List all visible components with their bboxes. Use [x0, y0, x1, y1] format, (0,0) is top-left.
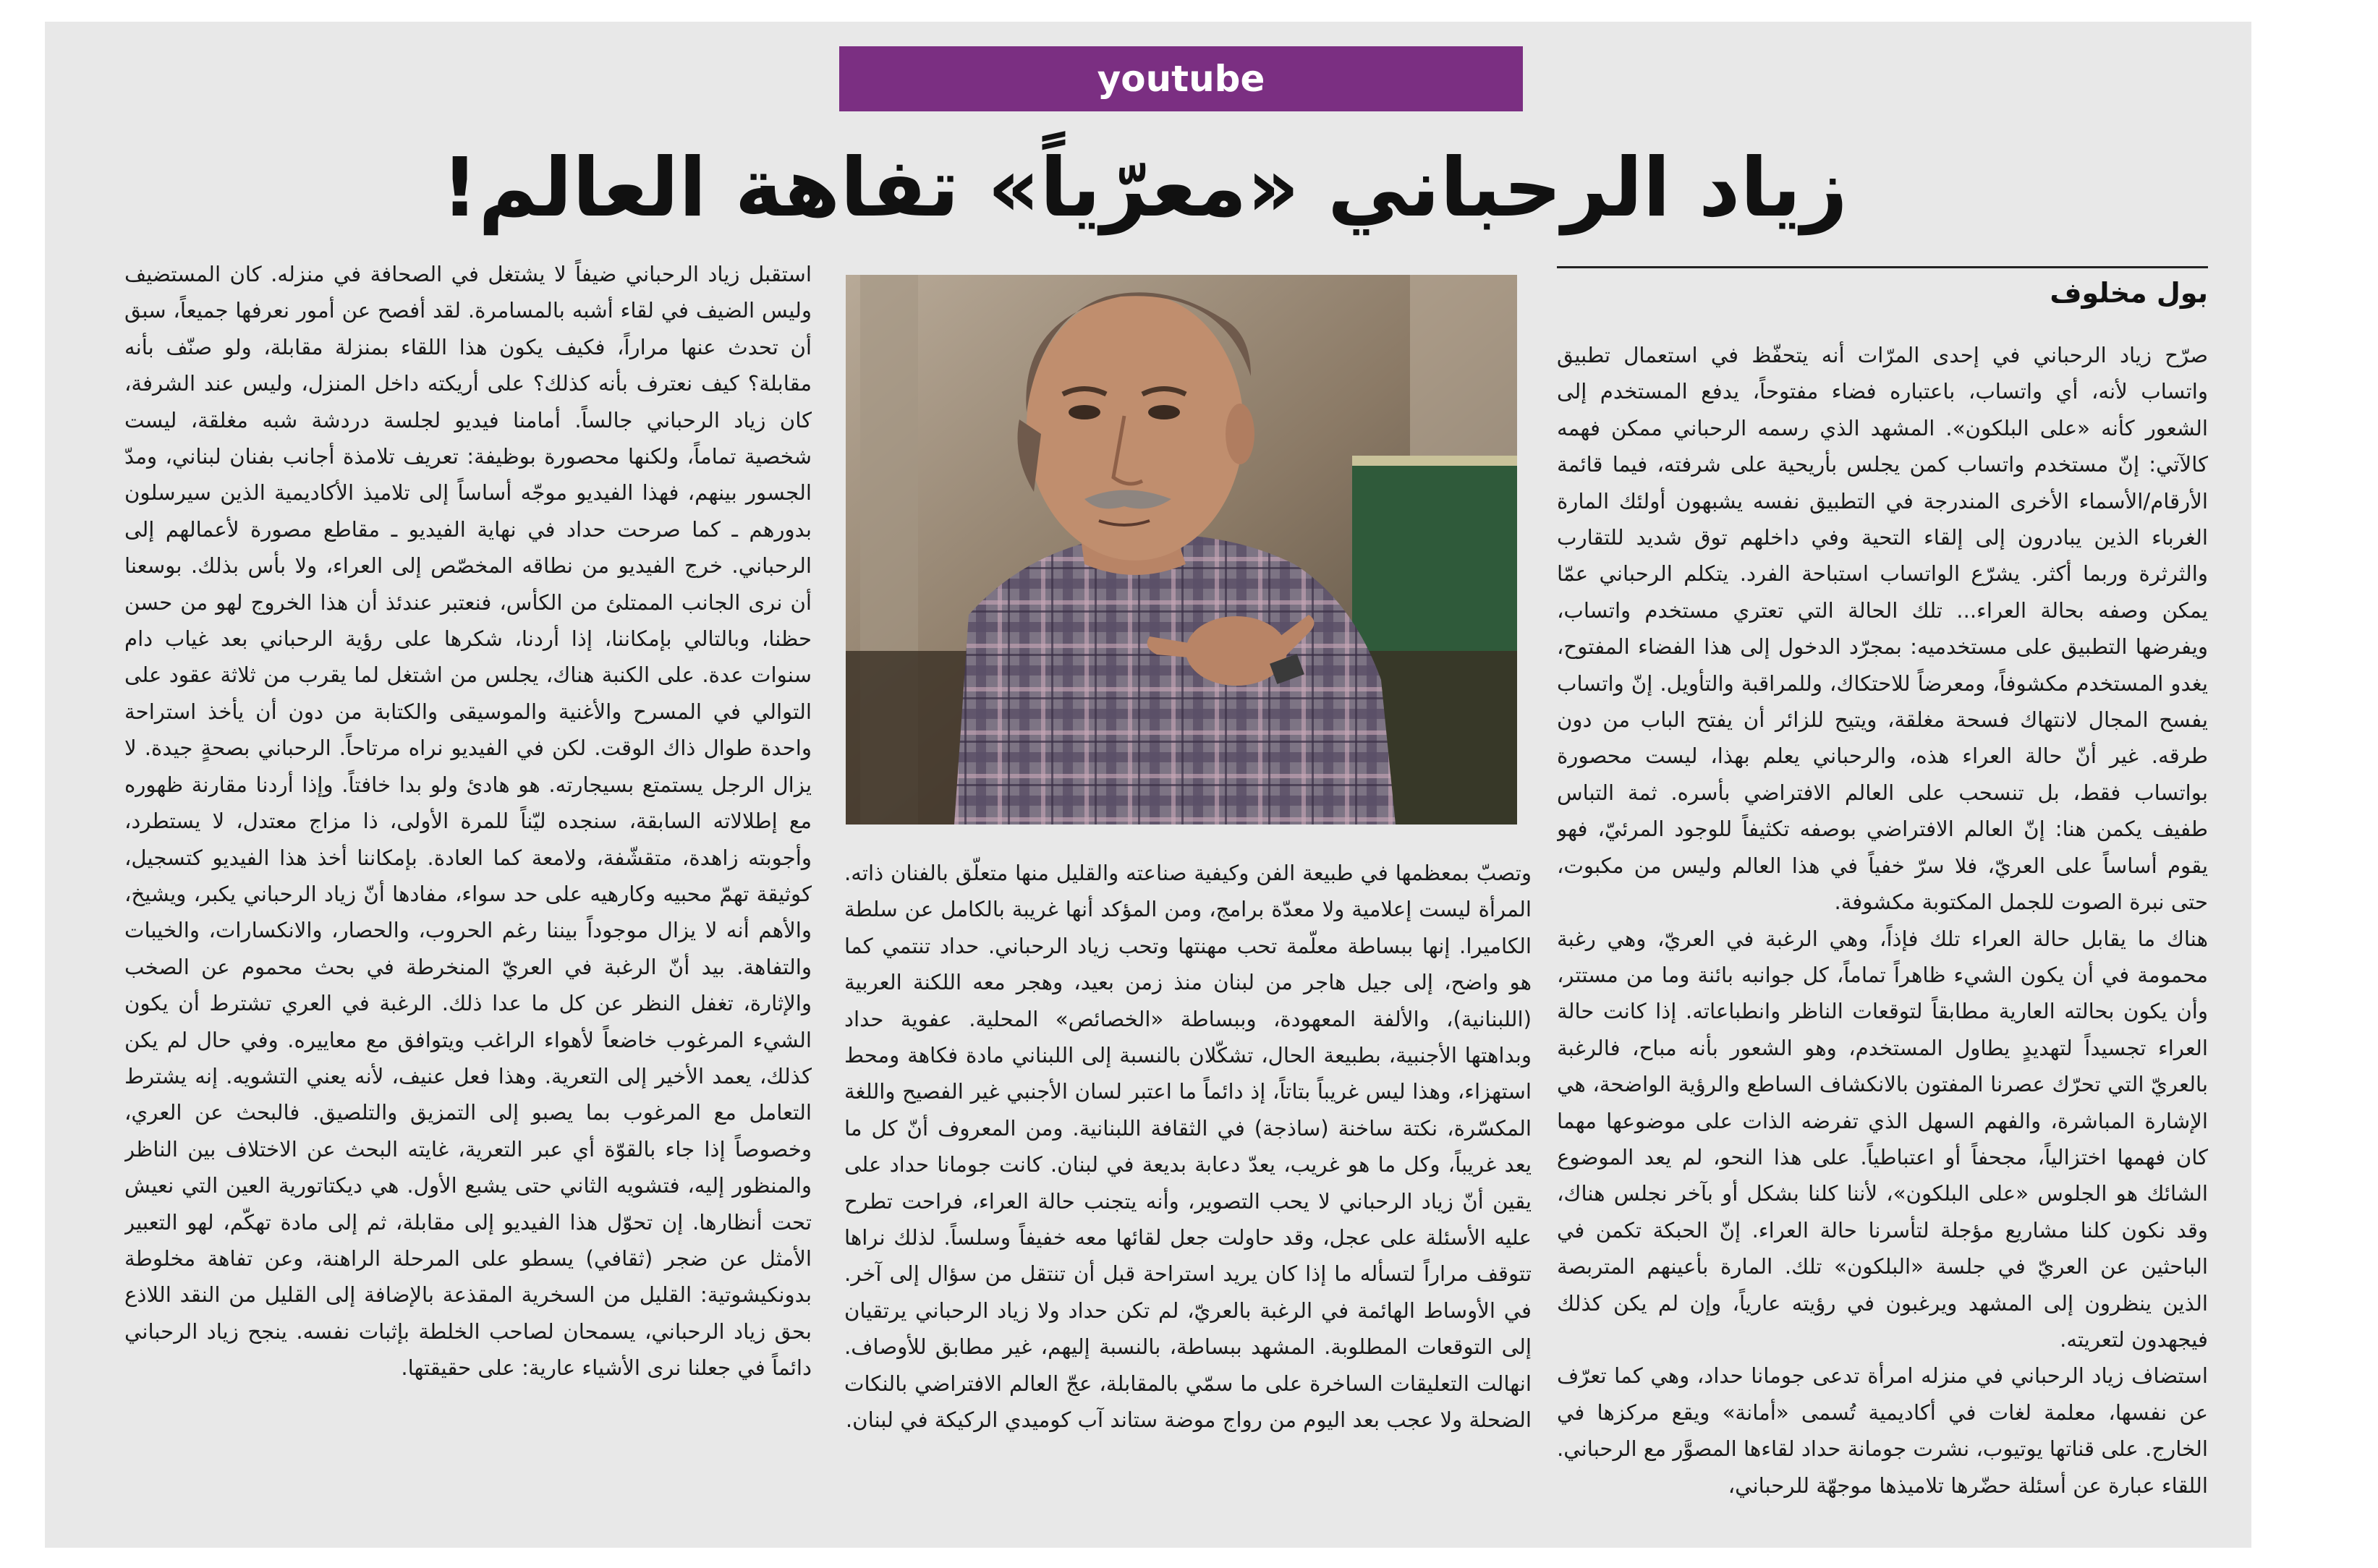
portrait-photo [846, 275, 1517, 825]
article-page [45, 22, 2251, 1548]
paragraph: صرّح زياد الرحباني في إحدى المرّات أنه يتحفّظ في استعمال تطبيق واتساب لأنه، أي واتساب، باعتباره فضاء مفتوحاً، يدفع المستخدم إلى الشعور كأنه «على البلكون». المشهد الذي رسمه الرحباني ممكن فهمه كالآتي: إنّ مستخدم واتساب كمن يجلس بأريحية على شرفته، فيما قائمة الأرقام/الأسماء الأخرى المندرجة في التطبيق نفسه يشبهون أولئك المارة الغرباء الذين يبادرون إلى إلقاء التحية وفي داخلهم توق شديد للتقارب والثرثرة وربما أكثر. يشرّع الواتساب استباحة الفرد. يتكلم الرحباني عمّا يمكن وصفه بحالة العراء... تلك الحالة التي تعتري مستخدم واتساب، ويفرضها التطبيق على مستخدميه: بمجرّد الدخول إلى هذا الفضاء المفتوح، يغدو المستخدم مكشوفاً، ومعرضاً للاحتكاك، وللمراقبة والتأويل. إنّ واتساب يفسح المجال لانتهاك فسحة مغلقة، ويتيح للزائر أن يفتح الباب من دون طرقه. غير أنّ حالة العراء هذه، والرحباني يعلم بهذا، ليست محصورة بواتساب فقط، بل تنسحب على العالم الافتراضي بأسره. ثمة التباس طفيف يكمن هنا: إنّ العالم الافتراضي بوصفه تكثيفاً للوجود المرئيّ، فهو يقوم أساساً على العريّ، فلا سرّ خفياً في هذا العالم وليس من مكبوت، حتى نبرة الصوت للجمل المكتوبة مكشوفة. [1557, 343, 2208, 915]
paragraph: هناك ما يقابل حالة العراء تلك فإذاً، وهي الرغبة في العريّ، وهي رغبة محمومة في أن يكون الشيء ظاهراً تماماً، كل جوانبه بائنة وما من مستتر، وأن يكون بحالته العارية مطابقاً لتوقعات الناظر وانطباعاته. إذا كانت حالة العراء تجسيداً لتهديدٍ يطاول المستخدم، وهو الشعور بأنه مباح، فالرغبة بالعريّ التي تحرّك عصرنا المفتون بالانكشاف الساطع والرؤية الواضحة، هي الإشارة المباشرة، والفهم السهل الذي تفرضه الذات على موضوعها مهما كان فهمها اختزالياً، مجحفاً أو اعتباطياً. على هذا النحو، لم يعد الموضوع الشائك هو الجلوس «على البلكون»، لأننا كلنا بشكل أو بآخر نجلس هناك، وقد نكون كلنا مشاريع مؤجلة لتأسرنا حالة العراء. إنّ الحبكة تكمن في الباحثين عن العريّ في جلسة «البلكون» تلك. المارة بأعينهم المتربصة الذين ينظرون إلى المشهد ويرغبون في رؤيته عارياً، وإن لم يكن كذلك فيجهدون لتعريته. [1557, 926, 2208, 1352]
byline: بول مخلوف [2050, 277, 2208, 309]
headline: زياد الرحباني «معرّياً» تفاهة العالم! [441, 141, 1848, 235]
paragraph: استضاف زياد الرحباني في منزله امرأة تدعى جومانا حداد، وهي كما تعرّف عن نفسها، معلمة لغات في أكاديمية تُسمى «أمانة» ويقع مركزها في الخارج. على قناتها يوتيوب، نشرت جومانة حداد لقاءها المصوَّر مع الرحباني. اللقاء عبارة عن أسئلة حضّرها تلاميذها موجهّة للرحباني، [1557, 1363, 2208, 1498]
byline-rule [1557, 266, 2208, 268]
paragraph: استقبل زياد الرحباني ضيفاً لا يشتغل في الصحافة في منزله. كان المستضيف وليس الضيف في لقاء أشبه بالمسامرة. لقد أفصح عن أمور نعرفها جميعاً، سبق أن تحدث عنها مراراً، فكيف يكون هذا اللقاء بمنزلة مقابلة، ولو صنّف بأنه مقابلة؟ كيف نعترف بأنه كذلك؟ على أريكته داخل المنزل، وليس عند الشرفة، كان زياد الرحباني جالساً. أمامنا فيديو لجلسة دردشة شبه مغلقة، ليست شخصية تماماً، ولكنها محصورة بوظيفة: تعريف تلامذة أجانب بفنان لبناني، ومدّ الجسور بينهم، فهذا الفيديو موجّه أساساً إلى تلاميذ الأكاديمية الذين سيرسلون بدورهم ـ كما صرحت حداد في نهاية الفيديو ـ مقاطع مصورة لأعمالهم إلى الرحباني. خرج الفيديو من نطاقه المخصّص إلى العراء، ولا بأس بذلك. بوسعنا أن نرى الجانب الممتلئ من الكأس، فنعتبر عندئذ أن هذا الخروج لهو من حسن حظنا، وبالتالي بإمكاننا، إذا أردنا، شكرها على رؤية الرحباني بعد غياب دام سنوات عدة. على الكنبة هناك، يجلس من اشتغل لما يقرب من ثلاثة عقود على التوالي في المسرح والأغنية والموسيقى والكتابة من دون أن يأخذ استراحة واحدة طوال ذاك الوقت. لكن في الفيديو نراه مرتاحاً. الرحباني بصحةٍ جيدة. لا يزال الرجل يستمتع بسيجارته. هو هادئ ولو بدا خافتاً. وإذا أردنا مقارنة ظهوره مع إطلالاته السابقة، سنجده ليّناً للمرة الأولى، ذا مزاج معتدل، لا يستطرد، وأجوبته زاهدة، متقشّفة، ولامعة كما العادة. بإمكاننا أخذ هذا الفيديو كتسجيل، كوثيقة تهمّ محبيه وكارهيه على حد سواء، مفادها أنّ زياد الرحباني يكبر، ويشيخ، والأهم أنه لا يزال موجوداً بيننا رغم الحروب، والحصار، والانكسارات، والخيبات والتفاهة. بيد أنّ الرغبة في العريّ المنخرطة في بحث محموم عن الصخب والإثارة، تغفل النظر عن كل ما عدا ذلك. الرغبة في العري تشترط أن يكون الشيء المرغوب خاضعاً لأهواء الراغب ويتوافق مع معاييره. وفي حال لم يكن كذلك، يعمد الأخير إلى التعرية. وهذا فعل عنيف، لأنه يعني التشويه. إنه يشترط التعامل مع المرغوب بما يصبو إلى التمزيق والتلصيق. فالبحث عن العري، وخصوصاً إذا جاء بالقوّة أي عبر التعرية، غايته البحث عن الاختلاف بين الناظر والمنظور إليه، فتشويه الثاني حتى يشبع الأول. هي ديكتاتورية العين التي نعيش تحت أنظارها. إن تحوّل هذا الفيديو إلى مقابلة، ثم إلى مادة تهكّم، لهو التعبير الأمثل عن ضجر (ثقافي) يسطو على المرحلة الراهنة، وعن تفاهة مخلوطة بدونكيشوتية: القليل من السخرية المقذعة بالإضافة إلى القليل من النقد اللاذع بحق زياد الرحباني، يسمحان لصاحب الخلطة بإثبات نفسه. ينجح زياد الرحباني دائماً في جعلنا نرى الأشياء عارية: على حقيقتها. [124, 262, 812, 1381]
section-tag: youtube [839, 46, 1523, 111]
article-column-right [1557, 337, 2208, 1538]
paragraph: وتصبّ بمعظمها في طبيعة الفن وكيفية صناعته والقليل منها متعلّق بالفنان ذاته. المرأة ليست إعلامية ولا معدّة برامج، ومن المؤكد أنها غريبة بالكامل عن سلطة الكاميرا. إنها ببساطة معلّمة تحب مهنتها وتحب زياد الرحباني. حداد تنتمي كما هو واضح، إلى جيل هاجر من لبنان منذ زمن بعيد، وهجر معه اللكنة العربية (اللبنانية)، والألفة المعهودة، وببساطة «الخصائص» المحلية. عفوية حداد وبداهتها الأجنبية، بطبيعة الحال، تشكّلان بالنسبة إلى اللبناني مادة فكاهة ومحط استهزاء، وهذا ليس غريباً بتاتاً، إذ دائماً ما اعتبر لسان الأجنبي غير الفصيح واللغة المكسّرة، نكتة ساخنة (ساذجة) في الثقافة اللبنانية. ومن المعروف أنّ كل ما يعد غريباً، وكل ما هو غريب، يعدّ دعابة بديعة في لبنان. كانت جومانا حداد على يقين أنّ زياد الرحباني لا يحب التصوير، وأنه يتجنب حالة العراء، فراحت تطرح عليه الأسئلة على عجل، وقد حاولت جعل لقائها معه خفيفاً وسلساً. لذلك نراها تتوقف مراراً لتسأله ما إذا كان يريد استراحة قبل أن تنتقل من سؤال إلى آخر. في الأوساط الهائمة في الرغبة بالعريّ، لم تكن حداد ولا زياد الرحباني يرتقيان إلى التوقعات المطلوبة. المشهد ببساطة، بالنسبة إليهم، غير مطابق للأوصاف. انهالت التعليقات الساخرة على ما سمّي بالمقابلة، عجّ العالم الافتراضي بالنكات الضحلة ولا عجب بعد اليوم من رواج موضة ستاند آب كوميدي الركيكة في لبنان. [844, 861, 1532, 1433]
article-column-middle [844, 855, 1532, 1542]
article-column-left [124, 256, 812, 1543]
